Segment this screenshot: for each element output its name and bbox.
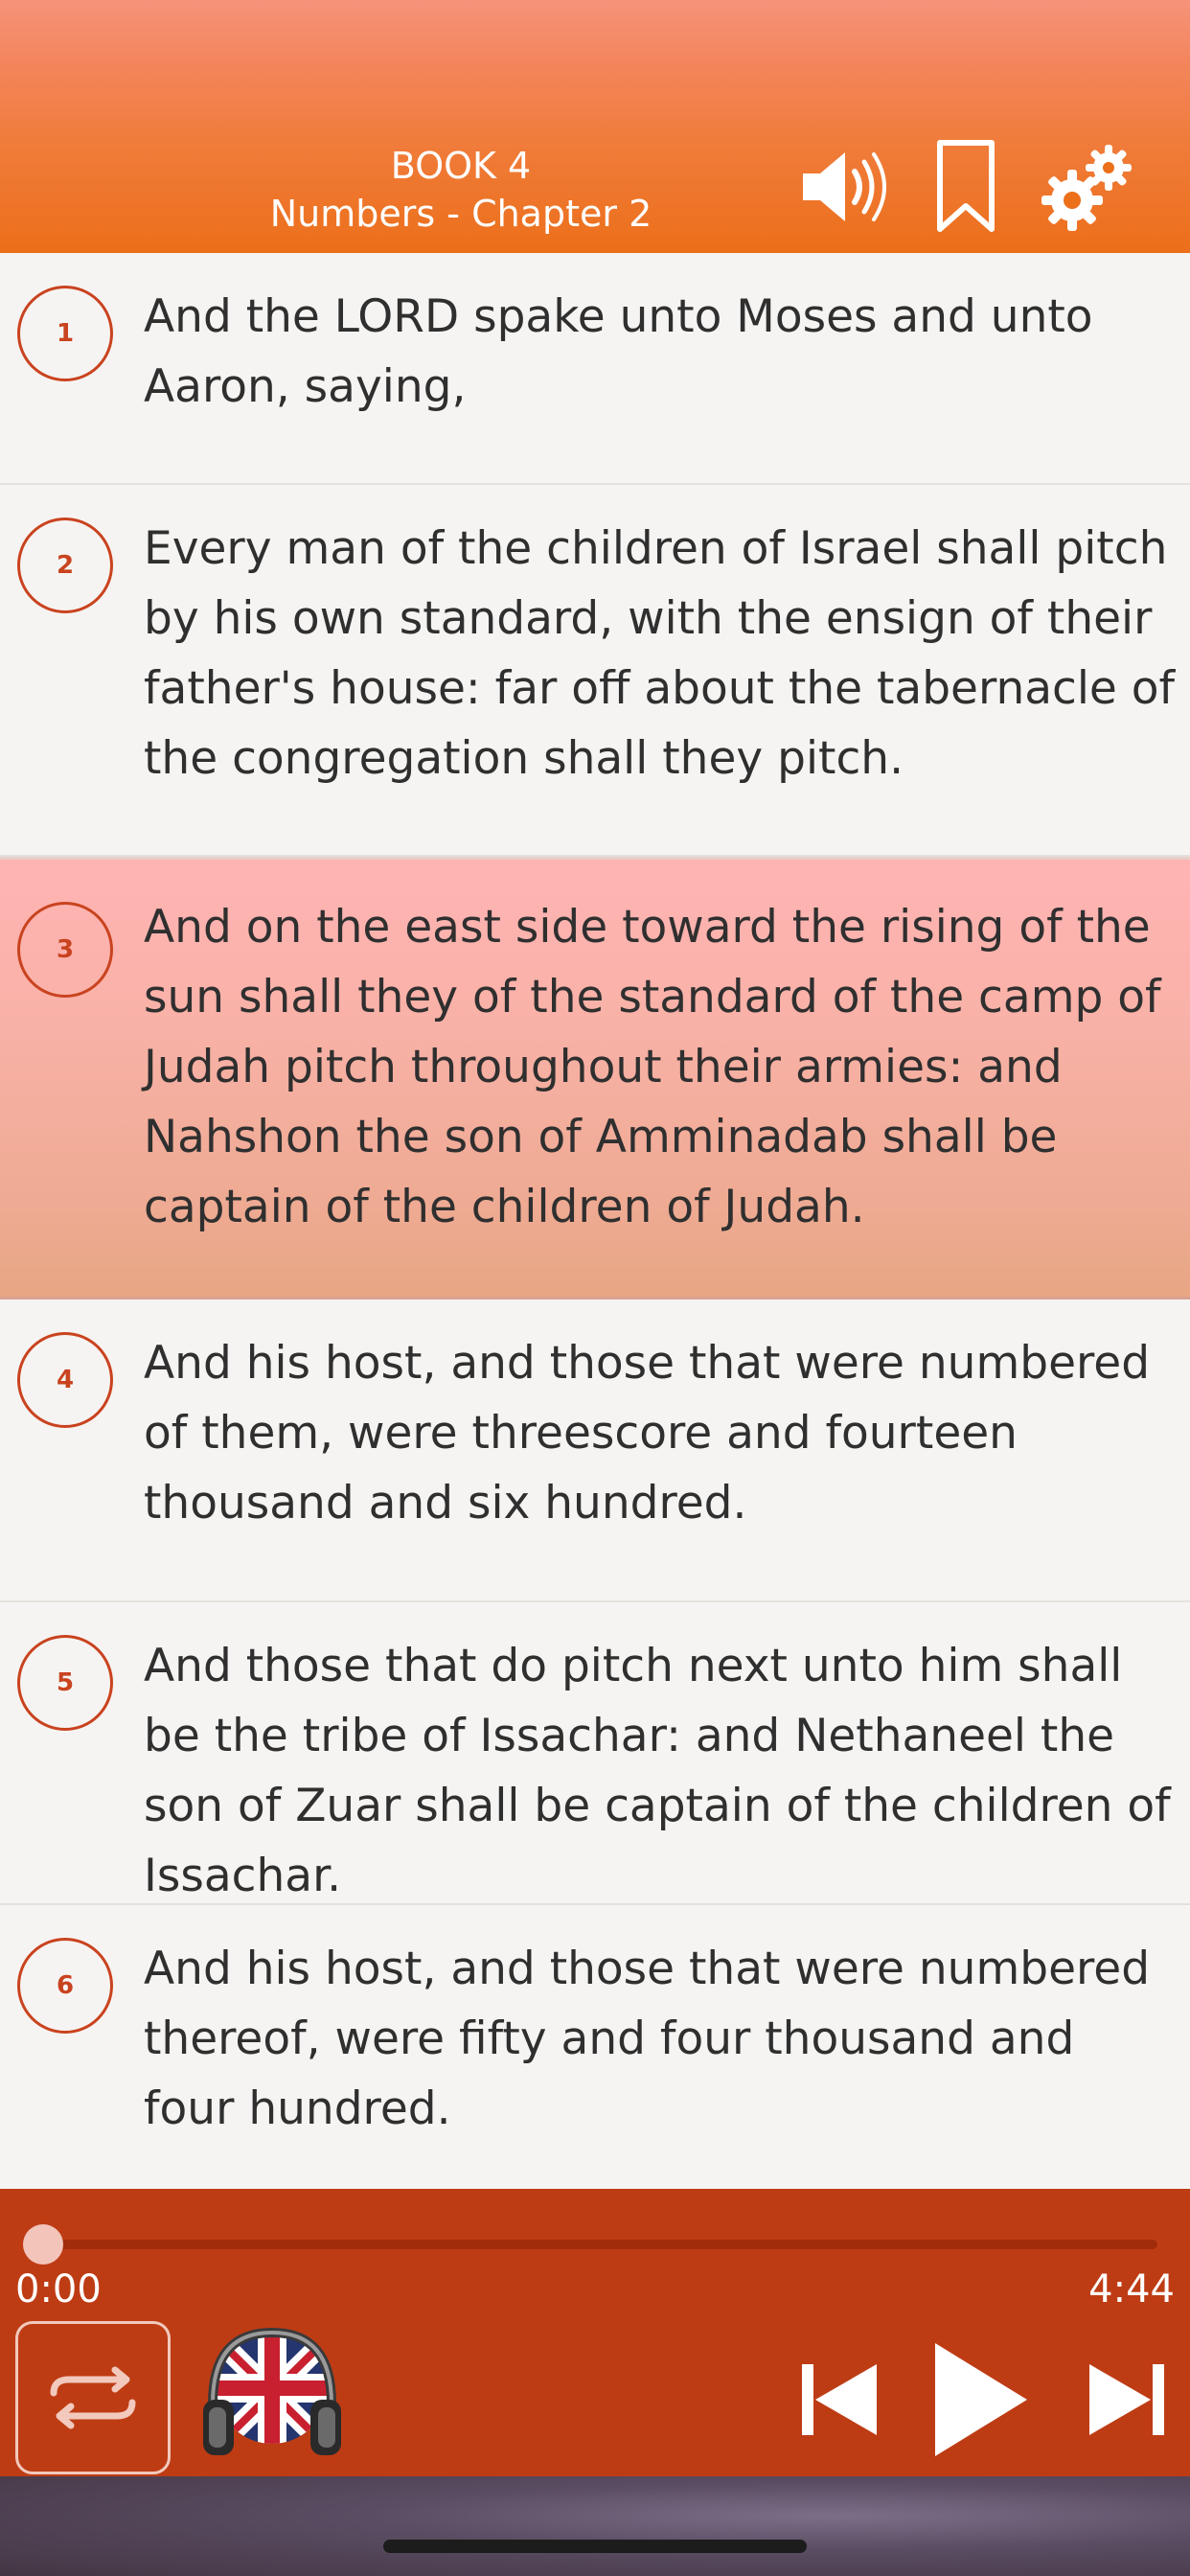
verse-text: And his host, and those that were numbered of them, were threescore and fourteen thousand and six hundred. — [144, 1337, 1151, 1530]
background-footer — [0, 2476, 1190, 2576]
verse-text: Every man of the children of Israel shall pitch by his own standard, with the ensign of their father's house: far off about the tabernacle of the congregation shall they pitch. — [144, 522, 1176, 785]
verse-number[interactable]: 3 — [17, 902, 113, 998]
repeat-icon — [40, 2364, 146, 2431]
verse-item[interactable] — [0, 253, 1190, 485]
play-icon — [926, 2337, 1033, 2462]
previous-icon — [796, 2357, 882, 2443]
next-button[interactable] — [1081, 2333, 1173, 2467]
verse-number[interactable]: 5 — [17, 1635, 113, 1731]
uk-headphones-icon — [199, 2321, 345, 2465]
previous-button[interactable] — [793, 2333, 885, 2467]
verse-list[interactable] — [0, 253, 1190, 2189]
progress-track[interactable] — [36, 2240, 1157, 2249]
verse-text: And on the east side toward the rising of the sun shall they of the standard of the camp of Judah pitch throughout their armies: and Nahshon the son of Amminadab shall be captain of the children of Judah. — [144, 901, 1161, 1233]
language-button[interactable] — [199, 2321, 345, 2465]
page-title — [0, 142, 922, 238]
current-time: 0:00 — [15, 2267, 102, 2312]
settings-icon[interactable] — [1035, 134, 1140, 240]
verse-number[interactable]: 1 — [17, 286, 113, 381]
chapter-label: Numbers - Chapter 2 — [269, 193, 652, 235]
verse-item-selected[interactable] — [0, 857, 1190, 1300]
bookmark-icon[interactable] — [931, 134, 1000, 240]
verse-text: And his host, and those that were numbered thereof, were fifty and four thousand and four hundred. — [144, 1943, 1151, 2135]
verse-item[interactable] — [0, 485, 1190, 857]
progress-knob[interactable] — [23, 2224, 63, 2265]
book-label: BOOK 4 — [390, 145, 532, 187]
total-time: 4:44 — [1088, 2267, 1175, 2312]
next-icon — [1084, 2357, 1170, 2443]
verse-item[interactable] — [0, 1300, 1190, 1602]
home-indicator[interactable] — [383, 2540, 807, 2553]
header-bar — [0, 0, 1190, 253]
play-button[interactable] — [922, 2333, 1037, 2467]
verse-item[interactable] — [0, 1602, 1190, 1905]
audio-player — [0, 2189, 1190, 2476]
verse-text: And those that do pitch next unto him shall be the tribe of Issachar: and Nethaneel the son of Zuar shall be captain of the children of Issachar. — [144, 1640, 1171, 1902]
repeat-button[interactable] — [15, 2321, 171, 2474]
verse-number[interactable]: 6 — [17, 1938, 113, 2034]
verse-text: And the LORD spake unto Moses and unto Aaron, saying, — [144, 290, 1093, 413]
verse-item[interactable] — [0, 1905, 1190, 2189]
verse-number[interactable]: 4 — [17, 1332, 113, 1428]
verse-number[interactable]: 2 — [17, 518, 113, 613]
speaker-icon[interactable] — [797, 134, 893, 240]
